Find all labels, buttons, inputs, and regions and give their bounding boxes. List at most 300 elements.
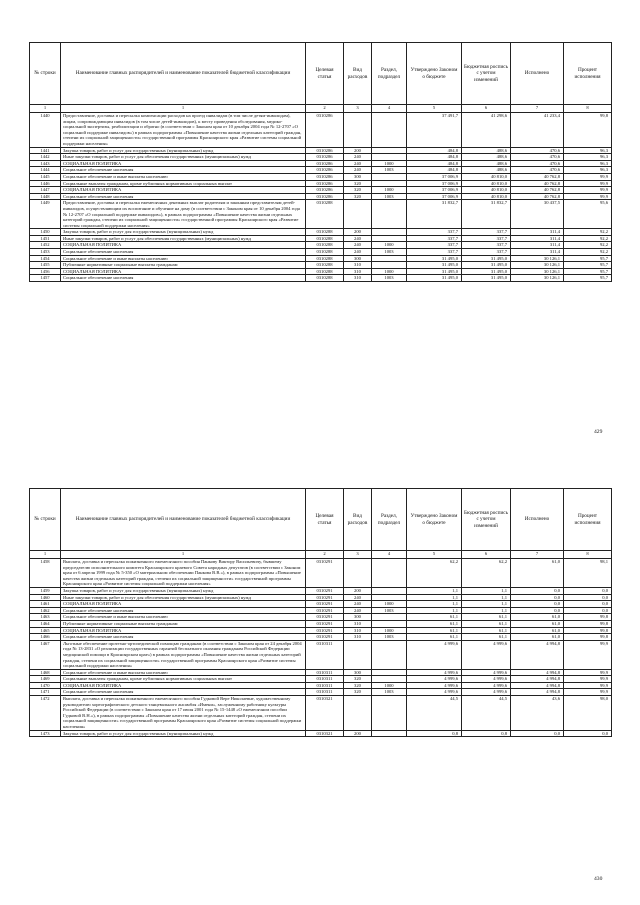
row-executed: 470,6 [511,147,564,154]
row-expense-type: 240 [344,154,372,161]
row-section: 1003 [372,167,407,174]
row-percent: 0,0 [564,594,612,601]
col-number: 8 [564,551,612,559]
row-executed: 40 762,8 [511,187,564,194]
row-budget-list: 40 810,0 [462,180,511,187]
row-percent: 99,8 [564,620,612,627]
row-budget-list: 4 999,6 [462,682,511,689]
col-header-name: Наименование главных распорядителей и наименование показателей бюджетной классификации [61,43,306,105]
row-percent: 0,0 [564,730,612,737]
row-approved: 44,5 [407,696,462,731]
row-name: Социальное обеспечение населения [61,275,306,282]
col-number: 7 [511,551,564,559]
row-number: 1444 [30,167,61,174]
row-percent: 99,9 [564,187,612,194]
row-budget-list: 41 298,6 [462,113,511,148]
budget-table [29,42,612,282]
row-expense-type: 240 [344,249,372,256]
table-row [30,113,612,148]
row-section [372,614,407,621]
table-row [30,634,612,641]
row-executed: 40 762,8 [511,180,564,187]
row-approved: 1,1 [407,607,462,614]
row-approved: 31 495,0 [407,255,462,262]
row-budget-list: 40 810,0 [462,173,511,180]
row-expense-type: 240 [344,167,372,174]
row-approved: 484,8 [407,160,462,167]
row-number: 1441 [30,147,61,154]
row-target-article: 0310291 [306,627,344,634]
row-executed: 61,0 [511,634,564,641]
row-percent: 0,0 [564,587,612,594]
row-approved: 37 006,9 [407,180,462,187]
row-budget-list: 0,8 [462,730,511,737]
row-target-article: 0310288 [306,268,344,275]
row-expense-type [344,200,372,229]
row-section [372,676,407,683]
row-percent: 99,8 [564,614,612,621]
row-target-article: 0310288 [306,242,344,249]
row-target-article: 0310291 [306,594,344,601]
row-budget-list: 4 999,6 [462,640,511,669]
row-percent: 0,0 [564,601,612,608]
row-budget-list: 1,1 [462,587,511,594]
table-row [30,268,612,275]
row-executed: 61,0 [511,614,564,621]
row-percent: 95,7 [564,268,612,275]
row-percent: 96,3 [564,160,612,167]
row-expense-type: 300 [344,255,372,262]
row-executed: 0,0 [511,587,564,594]
col-number: 3 [344,105,372,113]
row-number: 1458 [30,559,61,588]
table-row [30,154,612,161]
row-executed: 470,6 [511,160,564,167]
row-budget-list: 31 495,0 [462,255,511,262]
col-header-num: № строки [30,489,61,551]
row-target-article: 0310311 [306,682,344,689]
row-expense-type: 310 [344,620,372,627]
col-header-rz: Раздел, подраздел [372,43,407,105]
row-name: Закупка товаров, работ и услуг для государственных (муниципальных) нужд [61,229,306,236]
row-expense-type: 320 [344,193,372,200]
row-section [372,113,407,148]
row-budget-list: 337,7 [462,235,511,242]
row-approved: 4 999,6 [407,682,462,689]
row-section [372,640,407,669]
row-target-article: 0310288 [306,229,344,236]
table-row [30,235,612,242]
row-budget-list: 61,1 [462,627,511,634]
row-expense-type [344,696,372,731]
row-budget-list: 31 495,0 [462,275,511,282]
row-expense-type: 320 [344,180,372,187]
row-section [372,147,407,154]
row-section [372,180,407,187]
row-number: 1473 [30,730,61,737]
column-number-row [30,551,612,559]
row-approved: 37 491,7 [407,113,462,148]
row-section [372,200,407,229]
row-executed: 470,6 [511,154,564,161]
row-name: Иные закупки товаров, работ и услуг для обеспечения государственных (муниципальных) нужд [61,154,306,161]
row-name: Выплата, доставка и пересылка пожизненного ежемесячного пособия Панкову Виктору Васильевичу, бывшему председателю исполнительного комитета Красноярского краевого Совета народных депутатов (в соответствии с Законом края от 6 апреля 1999 года № 5-350 «О материальном обеспечении Панкова В.В.»), в рамках подпрограммы «Повышение качества жизни отдельных категорий граждан, степени их социальной защищенности» государственной программы Красноярского края «Развитие системы социальной поддержки населения» [61,559,306,588]
row-budget-list: 62,2 [462,559,511,588]
row-percent: 96,3 [564,167,612,174]
table-row [30,262,612,269]
table-row [30,187,612,194]
row-percent: 99,9 [564,669,612,676]
row-executed: 61,0 [511,620,564,627]
row-budget-list: 337,7 [462,242,511,249]
col-header-budget-list: Бюджетная роспись с учетом изменений [462,489,511,551]
table-row [30,249,612,256]
table-row [30,614,612,621]
row-executed: 4 994,8 [511,669,564,676]
page-number: 430 [594,876,603,882]
table-row [30,229,612,236]
row-percent: 95,7 [564,262,612,269]
row-expense-type: 310 [344,634,372,641]
row-name: Социальное обеспечение населения [61,634,306,641]
row-name: Закупка товаров, работ и услуг для государственных (муниципальных) нужд [61,147,306,154]
row-approved: 1,1 [407,601,462,608]
row-executed: 0,0 [511,594,564,601]
row-approved: 4 999,6 [407,689,462,696]
col-number: 1 [30,551,61,559]
row-approved: 37 006,9 [407,173,462,180]
row-number: 1471 [30,689,61,696]
row-approved: 31 495,0 [407,268,462,275]
col-number: 6 [462,105,511,113]
row-target-article: 0310286 [306,167,344,174]
row-name: СОЦИАЛЬНАЯ ПОЛИТИКА [61,682,306,689]
row-target-article: 0310286 [306,173,344,180]
row-target-article: 0310291 [306,634,344,641]
row-number: 1452 [30,242,61,249]
row-number: 1466 [30,634,61,641]
row-number: 1455 [30,262,61,269]
row-name: СОЦИАЛЬНАЯ ПОЛИТИКА [61,601,306,608]
row-approved: 484,8 [407,147,462,154]
row-expense-type [344,559,372,588]
row-expense-type [344,640,372,669]
row-section: 1003 [372,634,407,641]
row-name: Социальное обеспечение и иные выплаты населению [61,669,306,676]
row-number: 1463 [30,614,61,621]
table-row [30,559,612,588]
row-section [372,154,407,161]
row-executed: 40 762,8 [511,193,564,200]
row-percent: 99,9 [564,676,612,683]
row-budget-list: 488,6 [462,167,511,174]
row-executed: 4 994,8 [511,682,564,689]
row-executed: 4 994,8 [511,689,564,696]
row-expense-type: 200 [344,730,372,737]
row-number: 1472 [30,696,61,731]
col-header-executed: Исполнено [511,489,564,551]
row-name: СОЦИАЛЬНАЯ ПОЛИТИКА [61,187,306,194]
col-number: 1 [30,105,61,113]
row-target-article: 0310291 [306,559,344,588]
row-target-article: 0310311 [306,669,344,676]
row-percent: 92,2 [564,229,612,236]
row-target-article: 0310291 [306,607,344,614]
row-section: 1000 [372,682,407,689]
row-percent: 99,8 [564,627,612,634]
row-percent: 95,7 [564,275,612,282]
row-section: 1000 [372,268,407,275]
row-name: Социальное обеспечение населения [61,689,306,696]
col-header-csr: Целевая статья [306,43,344,105]
table-row [30,676,612,683]
row-budget-list: 4 999,6 [462,669,511,676]
table-row [30,627,612,634]
row-percent: 0,0 [564,607,612,614]
row-name: Социальное обеспечение и иные выплаты населению [61,255,306,262]
row-section: 1000 [372,187,407,194]
row-budget-list: 488,6 [462,147,511,154]
row-expense-type: 300 [344,173,372,180]
row-target-article: 0310286 [306,187,344,194]
row-name: Социальное обеспечение населения [61,167,306,174]
row-target-article: 0310311 [306,689,344,696]
budget-page-429 [29,42,611,282]
row-section [372,229,407,236]
row-name: Предоставление, доставка и пересылка компенсации расходов на проезд инвалидам (в том числе детям-инвалидам), лицам, сопровождающим инвалидов (в том числе детей-инвалидов), к месту проведения обследования, медико-социальной экспертизы, реабилитации и обратно (в соответствии с Законом края от 10 декабря 2004 года № 12-2707 «О социальной поддержке инвалидов») в рамках подпрограммы «Повышение качества жизни отдельных категорий граждан, степени их социальной защищенности» государственной программы Красноярского края «Развитие системы социальной поддержки населения» [61,113,306,148]
table-row [30,689,612,696]
table-row [30,594,612,601]
table-row [30,640,612,669]
row-percent: 99,9 [564,180,612,187]
row-section: 1000 [372,627,407,634]
row-percent: 99,9 [564,682,612,689]
row-percent: 96,3 [564,147,612,154]
row-target-article: 0310321 [306,696,344,731]
row-number: 1451 [30,235,61,242]
col-number: 1 [61,551,306,559]
col-header-name: Наименование главных распорядителей и наименование показателей бюджетной классификации [61,489,306,551]
col-number: 7 [511,105,564,113]
row-section [372,696,407,731]
row-expense-type: 240 [344,607,372,614]
row-section [372,594,407,601]
row-expense-type: 300 [344,669,372,676]
row-name: СОЦИАЛЬНАЯ ПОЛИТИКА [61,268,306,275]
row-approved: 337,7 [407,235,462,242]
row-executed: 0,0 [511,730,564,737]
row-approved: 37 006,9 [407,187,462,194]
row-number: 1465 [30,627,61,634]
row-budget-list: 44,5 [462,696,511,731]
table-row [30,730,612,737]
row-number: 1440 [30,113,61,148]
row-target-article: 0310291 [306,620,344,627]
row-target-article: 0310288 [306,249,344,256]
table-row [30,255,612,262]
row-expense-type: 310 [344,268,372,275]
row-section: 1003 [372,607,407,614]
row-number: 1454 [30,255,61,262]
row-budget-list: 1,1 [462,601,511,608]
row-number: 1459 [30,587,61,594]
row-budget-list: 31 832,7 [462,200,511,229]
row-name: Социальные выплаты гражданам, кроме публичных нормативных социальных выплат [61,676,306,683]
row-name: Предоставление, доставка и пересылка ежемесячных денежных выплат родителям и законным представителям детей-инвалидов, осуществляющим их воспитание и обучение на дому (в соответствии с Законом края от 10 декабря 2004 года № 12-2707 «О социальной поддержке инвалидов»), в рамках подпрограммы «Повышение качества жизни отдельных категорий граждан, степени их социальной защищенности» государственной программы Красноярского края «Развитие системы социальной поддержки населения» [61,200,306,229]
row-budget-list: 488,6 [462,160,511,167]
row-section [372,262,407,269]
row-approved: 337,7 [407,249,462,256]
row-approved: 61,1 [407,614,462,621]
row-section: 1000 [372,160,407,167]
table-row [30,167,612,174]
row-name: Иные закупки товаров, работ и услуг для обеспечения государственных (муниципальных) нужд [61,594,306,601]
row-number: 1445 [30,173,61,180]
row-number: 1446 [30,180,61,187]
table-row [30,620,612,627]
col-header-executed: Исполнено [511,43,564,105]
row-executed: 311,4 [511,229,564,236]
row-percent: 95,7 [564,255,612,262]
table-row [30,669,612,676]
row-section: 1003 [372,689,407,696]
row-section [372,669,407,676]
row-number: 1461 [30,601,61,608]
row-target-article: 0310311 [306,640,344,669]
row-executed: 61,0 [511,627,564,634]
row-section [372,173,407,180]
row-target-article: 0310311 [306,676,344,683]
row-approved: 31 495,0 [407,275,462,282]
row-number: 1442 [30,154,61,161]
row-expense-type: 200 [344,587,372,594]
row-number: 1453 [30,249,61,256]
row-expense-type: 240 [344,594,372,601]
row-section: 1000 [372,601,407,608]
row-executed: 470,6 [511,167,564,174]
col-number: 6 [462,551,511,559]
row-expense-type: 200 [344,229,372,236]
row-executed: 311,4 [511,242,564,249]
col-number: 2 [306,105,344,113]
row-target-article: 0310286 [306,193,344,200]
row-percent: 96,3 [564,154,612,161]
row-percent: 92,2 [564,242,612,249]
table-row [30,147,612,154]
row-executed: 30 126,1 [511,275,564,282]
row-section [372,255,407,262]
col-header-csr: Целевая статья [306,489,344,551]
row-section: 1003 [372,193,407,200]
row-approved: 484,8 [407,167,462,174]
table-row [30,607,612,614]
table-row [30,173,612,180]
row-number: 1457 [30,275,61,282]
row-name: Социальное обеспечение и иные выплаты населению [61,173,306,180]
row-percent: 99,9 [564,640,612,669]
table-row [30,587,612,594]
row-approved: 337,7 [407,242,462,249]
row-expense-type: 310 [344,262,372,269]
row-expense-type: 310 [344,275,372,282]
row-approved: 0,8 [407,730,462,737]
row-target-article: 0310288 [306,262,344,269]
row-section [372,559,407,588]
row-expense-type: 240 [344,601,372,608]
col-number: 5 [407,105,462,113]
table-row [30,696,612,731]
row-name: Социальное обеспечение населения [61,249,306,256]
row-name: СОЦИАЛЬНАЯ ПОЛИТИКА [61,627,306,634]
row-expense-type: 240 [344,235,372,242]
row-name: Выплата, доставка и пересылка пожизненного ежемесячного пособия Гудковой Вере Николаевне, художественному руководителю хореографического детского танцевального ансамбля «Имени», заслуженному работнику культуры Российской Федерации (в соответствии с Законом края от 17 июля 2001 года № 15-1448 «О ежемесячном пособии Гудковой В.Н.»), в рамках подпрограммы «Повышение качества жизни отдельных категорий граждан, степени их социальной защищенности» государственной программы Красноярского края «Развитие системы социальной поддержки населения» [61,696,306,731]
row-budget-list: 61,1 [462,634,511,641]
row-target-article: 0310291 [306,601,344,608]
row-number: 1464 [30,620,61,627]
table-row [30,160,612,167]
row-expense-type: 300 [344,614,372,621]
row-number: 1460 [30,594,61,601]
col-header-percent: Процент исполнения [564,43,612,105]
row-approved: 1,1 [407,594,462,601]
row-approved: 1,1 [407,587,462,594]
row-section [372,235,407,242]
col-number: 2 [306,551,344,559]
row-approved: 31 832,7 [407,200,462,229]
row-executed: 30 126,1 [511,262,564,269]
col-number: 8 [564,105,612,113]
col-number: 4 [372,551,407,559]
budget-table [29,488,612,737]
row-approved: 61,1 [407,620,462,627]
col-header-vr: Вид расходов [344,43,372,105]
row-executed: 40 762,8 [511,173,564,180]
row-budget-list: 1,1 [462,594,511,601]
row-number: 1449 [30,200,61,229]
row-target-article: 0310321 [306,730,344,737]
row-expense-type: 320 [344,682,372,689]
row-number: 1443 [30,160,61,167]
row-approved: 484,8 [407,154,462,161]
row-target-article: 0310286 [306,160,344,167]
row-section [372,730,407,737]
row-section: 1003 [372,275,407,282]
row-executed: 41 233,4 [511,113,564,148]
page-number: 429 [594,429,603,435]
row-executed: 61,0 [511,559,564,588]
row-approved: 62,2 [407,559,462,588]
row-expense-type: 200 [344,147,372,154]
col-header-approved: Утверждено Законом о бюджете [407,489,462,551]
row-name: Иные закупки товаров, работ и услуг для обеспечения государственных (муниципальных) нужд [61,235,306,242]
row-percent: 98,0 [564,696,612,731]
row-approved: 4 999,6 [407,676,462,683]
row-name: Социальное обеспечение и иные выплаты населению [61,614,306,621]
row-number: 1468 [30,669,61,676]
row-section [372,620,407,627]
row-executed: 311,4 [511,235,564,242]
row-approved: 61,1 [407,634,462,641]
row-executed: 311,4 [511,249,564,256]
row-budget-list: 31 495,0 [462,268,511,275]
col-header-rz: Раздел, подраздел [372,489,407,551]
table-row [30,242,612,249]
row-approved: 31 495,0 [407,262,462,269]
row-expense-type: 320 [344,689,372,696]
row-expense-type: 320 [344,187,372,194]
row-target-article: 0310286 [306,180,344,187]
col-header-percent: Процент исполнения [564,489,612,551]
